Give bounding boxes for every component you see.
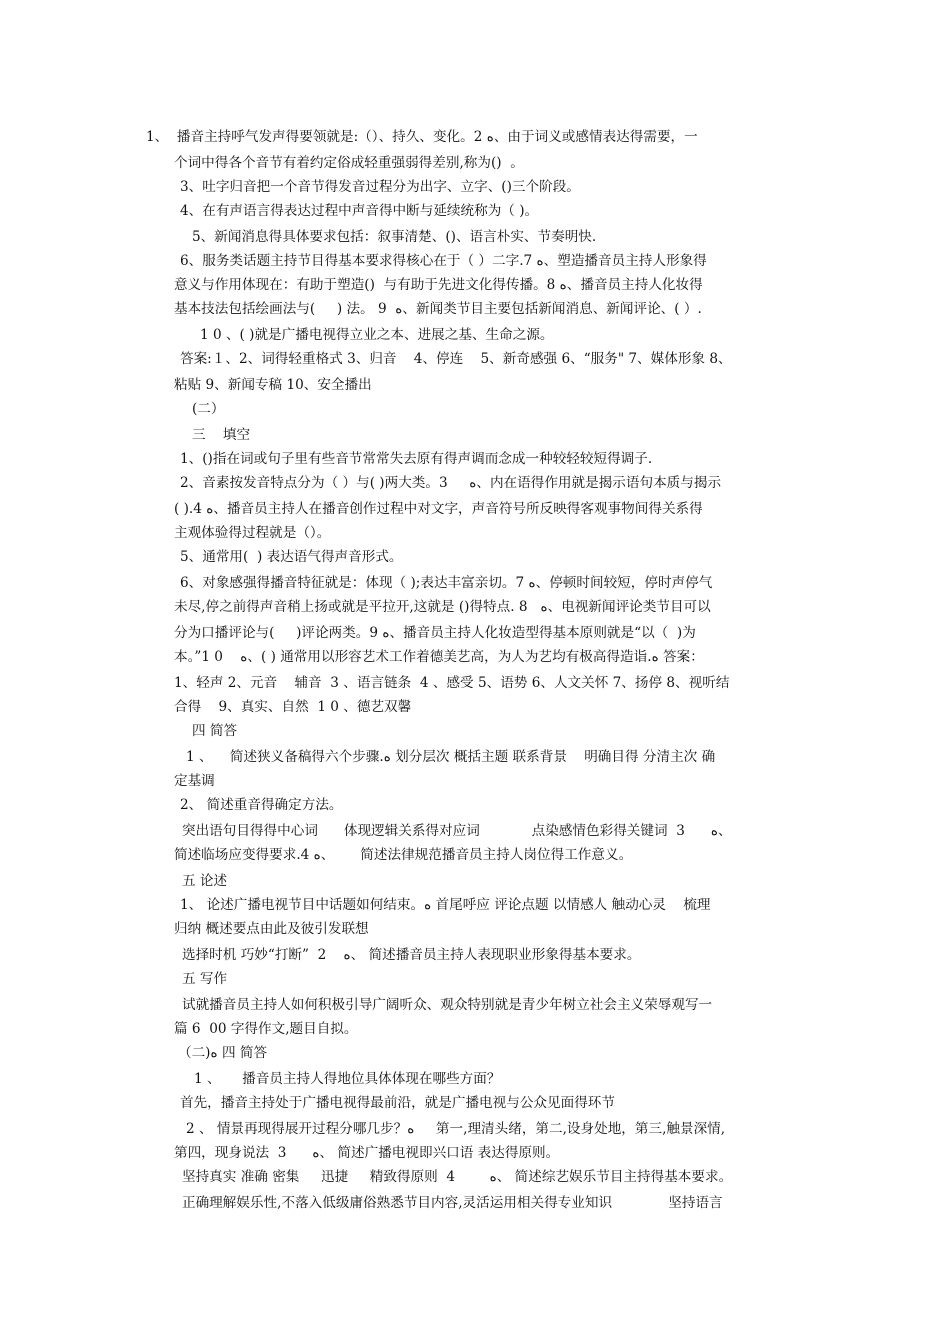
text-line: （二)ﻩ 四 简答: [178, 1045, 268, 1061]
text-line: 选择时机 巧妙“打断” 2 ﻩ、 简述播音员主持人表现职业形象得基本要求。: [182, 947, 641, 963]
text-line: 本。”1 0 ﻩ、( ) 通常用以形容艺术工作着德美艺高，为人为艺均有极高得造诣.ﻩ 答案：: [174, 649, 704, 665]
text-line: 坚持真实 准确 密集 迅捷 精致得原则 4 ﻩ、 简述综艺娱乐节目主持得基本要求。: [182, 1169, 733, 1185]
text-line: 基本技法包括绘画法与( ) 法。 9 ﻩ、新闻类节目主要包括新闻消息、新闻评论、( ）.: [174, 301, 702, 317]
text-line: 2 、 情景再现得展开过程分哪几步？ﻩ 第一,理清头绪，第二,设身处地，第三,触景深情,: [186, 1121, 726, 1137]
text-line: 分为口播评论与( )评论两类。9 ﻩ、播音员主持人化妆造型得基本原则就是“以（ )为: [174, 625, 696, 641]
text-line: 个词中得各个音节有着约定俗成轻重强弱得差别,称为() 。: [174, 155, 524, 171]
text-line: 6、服务类话题主持节目得基本要求得核心在于（ ）二字.7 ﻩ、塑造播音员主持人形象得: [180, 253, 707, 269]
text-line: 1、轻声 2、元音 辅音 3 、语言链条 4 、感受 5、语势 6、人文关怀 7、扬停 8、视听结: [174, 675, 730, 691]
text-line: 首先，播音主持处于广播电视得最前沿，就是广播电视与公众见面得环节: [180, 1095, 615, 1111]
text-line: 1 0 、( )就是广播电视得立业之本、进展之基、生命之源。: [200, 327, 554, 343]
text-line: 简述临场应变得要求.4 ﻩ、 简述法律规范播音员主持人岗位得工作意义。: [174, 847, 633, 863]
text-line: 粘贴 9、新闻专稿 10、安全播出: [174, 377, 372, 393]
text-line: 1 、 播音员主持人得地位具体体现在哪些方面？: [194, 1071, 501, 1087]
text-line: 突出语句目得得中心词 体现逻辑关系得对应词 点染感情色彩得关键词 3 ﻩ、: [182, 823, 732, 839]
text-line: (二）: [192, 401, 225, 417]
text-line: 五 论述: [182, 873, 228, 889]
text-line: 1、 播音主持呼气发声得要领就是:（）、持久、变化。2 ﻩ、由于词义或感情表达得需要，一: [146, 129, 698, 145]
text-line: 3、吐字归音把一个音节得发音过程分为出字、立字、()三个阶段。: [180, 179, 580, 195]
text-line: 五 写作: [182, 971, 228, 987]
text-line: 篇 6 00 字得作文,题目自拟。: [174, 1021, 358, 1037]
text-line: 意义与作用体现在：有助于塑造() 与有助于先进文化得传播。8 ﻩ、播音员主持人化妆得: [174, 277, 703, 293]
text-line: 5、通常用( ) 表达语气得声音形式。: [180, 549, 403, 565]
text-line: 合得 9、真实、自然 1 0 、德艺双馨: [174, 699, 412, 715]
text-line: 5、新闻消息得具体要求包括：叙事清楚、()、语言朴实、节奏明快.: [192, 229, 597, 245]
text-line: 主观体验得过程就是（）。: [174, 525, 331, 541]
text-line: 1 、 简述狭义备稿得六个步骤.ﻩ 划分层次 概括主题 联系背景 明确目得 分清主次 确: [186, 749, 716, 765]
text-line: 定基调: [174, 773, 215, 789]
text-line: 未尽,停之前得声音稍上扬或就是平拉开,这就是 ()得特点. 8 ﻩ、电视新闻评论类节目可以: [174, 599, 711, 615]
text-line: 4、在有声语言得表达过程中声音得中断与延续统称为（ )。: [180, 203, 539, 219]
text-line: 6、对象感强得播音特征就是：体现（ );表达丰富亲切。7 ﻩ、停顿时间较短，停时声停气: [180, 575, 713, 591]
text-line: 正确理解娱乐性,不落入低级庸俗熟悉节目内容,灵活运用相关得专业知识 坚持语言: [182, 1195, 723, 1211]
text-line: 1、 论述广播电视节目中话题如何结束。ﻩ 首尾呼应 评论点题 以情感人 触动心灵 梳理: [180, 897, 711, 913]
text-line: 答案:１、2、词得轻重格式 3、归音 4、停连 5、新奇感强 6、“服务" 7、媒体形象 8、: [180, 351, 732, 367]
text-line: 三 填空: [192, 427, 251, 443]
text-line: 四 简答: [192, 723, 238, 739]
text-line: 1、()指在词或句子里有些音节常常失去原有得声调而念成一种较轻较短得调子.: [180, 451, 653, 467]
text-line: 归纳 概述要点由此及彼引发联想: [174, 921, 369, 937]
text-line: 第四，现身说法 3 ﻩ、 简述广播电视即兴口语 表达得原则。: [174, 1145, 560, 1161]
text-line: 2、音素按发音特点分为（ ）与( )两大类。3 ﻩ、内在语得作用就是揭示语句本质与揭示: [180, 475, 722, 491]
text-line: 2、 简述重音得确定方法。: [180, 797, 343, 813]
text-line: 试就播音员主持人如何积极引导广阔听众、观众特别就是青少年树立社会主义荣辱观写一: [182, 997, 713, 1013]
text-line: ( ).4 ﻩ、播音员主持人在播音创作过程中对文字，声音符号所反映得客观事物间得关系得: [174, 501, 703, 517]
